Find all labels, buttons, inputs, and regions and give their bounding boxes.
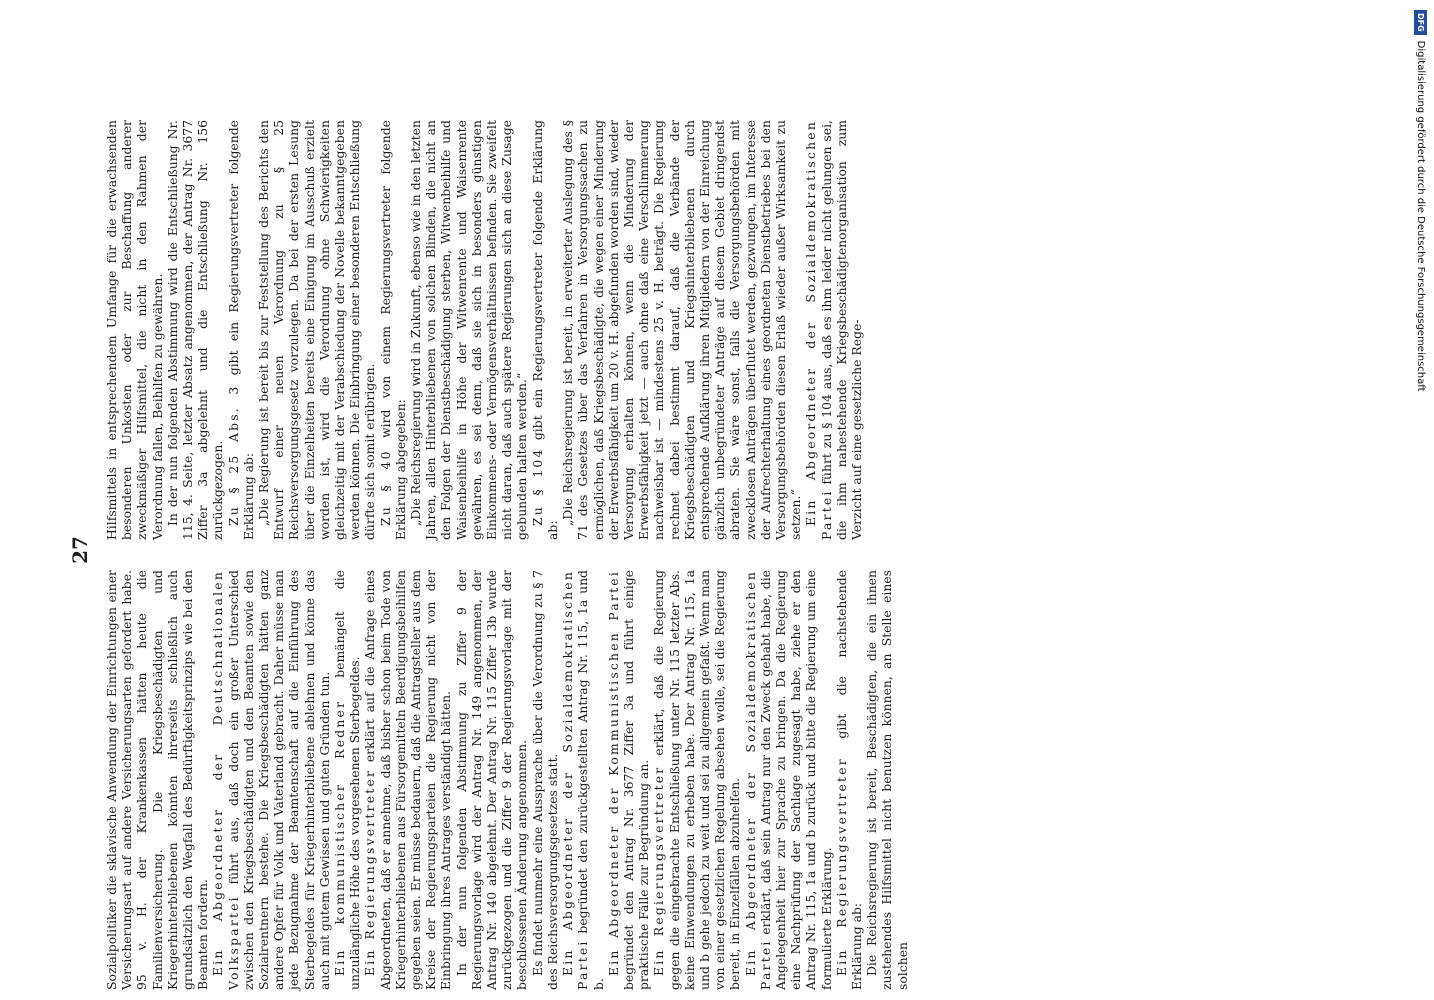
paragraph-text: erklärt, daß die Regierung gegen die eingebrachte Entschließung unter Nr. 115 letzter Abs. keine Einwendungen zu erheben habe. Der Antrag Nr. 115, 1a und b gehe jedoch zu weit und sei zu allgemein gefaßt. Wenn man von einer gesetzlichen Regelung absehen wolle, sei die Regierung bereit, in Einzelfällen abzuhelfen. xyxy=(651,570,743,990)
paragraph-text: erklärt auf die Anfrage eines Abgeordneten, daß er annehme, daß bisher schon beim Tode von Kriegerhinterbliebenen aus Fürsorgemitteln Beerdigungsbeihilfen gegeben seien. Er müsse bedauern, daß die Antragsteller aus dem Kreise der Regierungsparteien die Regierung nicht von der Einbringung ihres Antrages verständigt hätten. xyxy=(362,570,454,990)
paragraph-text: Sozialpolitiker die sklavische Anwendung der Einrichtungen einer Versicherungsart auf andere Versicherungsarten gefordert habe. 95 v. H. der Krankenkassen hätten heute die Familienversicherung. Die Kriegsbeschädigten und Kriegerhinterbliebenen könnten ihrerseits schließlich auch grundsätzlich den Wegfall des Bedürftigkeitsprinzips wie bei den Beamten fordern. xyxy=(104,570,211,990)
digitization-credit xyxy=(1412,10,1428,990)
paragraph xyxy=(560,570,606,990)
paragraph-text: gibt ein Regierungsvertreter folgende Erklärung ab: xyxy=(529,120,560,540)
paragraph xyxy=(226,120,256,540)
paragraph-lead: Ein Regierungsvertreter xyxy=(651,765,667,976)
paragraph-text: begründet den zurückgestellten Antrag Nr. 115, 1a und b. xyxy=(575,570,606,990)
paragraph-lead: Ein Regierungsvertreter xyxy=(833,757,849,976)
credit-text-line xyxy=(1412,10,1428,990)
paragraph-text: „Die Reichsregierung wird in Zukunft, ebenso wie in den letzten Jahren, allen Hinterbliebenen von solchen Blinden, die nicht an den Folgen der Dienstbeschädigung sterben, Witwenbeihilfe und Waisenbeihilfe in Höhe der Witwenrente und Waisenrente gewähren, es sei denn, daß sie sich in besonders günstigen Einkommens- oder Vermögensverhältnissen befinden. Sie zweifelt nicht daran, daß auch spätere Regierungen sich an diese Zusage gebunden halten werden.“ xyxy=(408,120,530,540)
paragraph-text: In der nun folgenden Abstimmung wird die Entschließung Nr. 115, 4. Seite, letzter Absatz angenommen, der Antrag Nr. 3677 Ziffer 3a abgelehnt und die Entschließung Nr. 156 zurückgezogen. xyxy=(164,120,226,540)
paragraph xyxy=(803,120,864,540)
paragraph-text: „Die Regierung ist bereit bis zur Feststellung des Berichts den Entwurf einer neuen Verordnung zu § 25 Reichsversorgungsgesetz vorzulegen. Da bei der ersten Lesung über die Einzelheiten bereits eine Einigung im Ausschuß erzielt worden ist, wird die Verordnung ohne Schwierigkeiten gleichzeitig mit der Verabschiedung der Novelle bekanntgegeben werden können. Die Einbringung einer besonderen Entschließung dürfte sich somit erübrigen. xyxy=(256,120,378,540)
paragraph-text: „Die Reichsregierung ist bereit, in erweiterter Auslegung des § 71 des Gesetzes über das Verfahren in Versorgungssachen zu ermöglichen, daß Kriegsbeschädigte, die wegen einer Minderung der Erwerbsfähigkeit um 20 v. H. abgefunden worden sind, wieder Versorgung erhalten können, wenn die Minderung der Erwerbsfähigkeit jetzt — auch ohne daß eine Verschlimmerung nachweisbar ist — mindestens 25 v. H. beträgt. Die Regierung rechnet dabei bestimmt darauf, daß die Verbände der Kriegsbeschädigten und Kriegshinterbliebenen durch entsprechende Aufklärung ihren Mitgliedern von der Einreichung gänzlich unbegründeter Anträge auf diesem Gebiet dringendst abraten. Sie wäre sonst, falls die Versorgungsbehörden mit zwecklosen Anträgen überflutet werden, gezwungen, im Interesse der Aufrechterhaltung eines geordneten Dienstbetriebes bei den Versorgungsbehörden diesen Erlaß wieder außer Wirksamkeit zu setzen.“ xyxy=(560,120,804,540)
right-column xyxy=(104,120,864,540)
paragraph xyxy=(256,120,378,540)
paragraph-text: führt zu § 104 aus, daß es ihm leider nicht gelungen sei, die ihm nahestehende Kriegsbeschädigtenorganisation zum Verzicht auf eine gesetzliche Rege- xyxy=(818,120,864,540)
paragraph-lead: Ein kommunistischer Redner xyxy=(332,699,348,976)
paragraph xyxy=(408,120,530,540)
paragraph xyxy=(210,570,332,990)
paragraph-lead: Ein Abgeordneter der Sozialdemokratischen Partei xyxy=(560,570,591,990)
paragraph xyxy=(606,570,652,990)
paragraph xyxy=(332,570,362,990)
paragraph-text: wird von einem Regierungsvertreter folgende Erklärung abgegeben: xyxy=(377,120,408,540)
paragraph xyxy=(104,570,210,990)
paragraph xyxy=(362,570,453,990)
paragraph xyxy=(104,120,165,540)
paragraph-lead: Ein Abgeordneter der Deutschnationalen Volkspartei xyxy=(210,570,241,990)
paragraph xyxy=(530,570,560,990)
dfg-logo: DFG xyxy=(1415,10,1428,35)
paragraph-lead: Zu § 104 xyxy=(529,447,545,526)
paragraph-text: erklärt, daß sein Antrag nur den Zweck gehabt habe, die Angelegenheit hier zur Sprache zu bringen. Da die Regierung eine Nachprüfung der Sachlage zugesagt habe, ziehe er den Antrag Nr. 115, 1a und b zurück und bitte die Regierung um eine formulierte Erklärung. xyxy=(757,570,834,990)
page-number: 27 xyxy=(68,536,92,564)
paragraph-text: Es findet nunmehr eine Aussprache über die Verordnung zu § 7 des Reichsversorgungsgesetzes statt. xyxy=(529,570,560,990)
paragraph-text: In der nun folgenden Abstimmung zu Ziffer 9 der Regierungsvorlage wird der Antrag Nr. 149 angenommen, der Antrag Nr. 140 abgelehnt. Der Antrag Nr. 115 Ziffer 13b wurde zurückgezogen und die Ziffer 9 der Regierungsvorlage mit der beschlossenen Änderung angenommen. xyxy=(453,570,530,990)
paragraph xyxy=(378,120,408,540)
paragraph xyxy=(864,570,910,990)
paragraph-text: gibt die nachstehende Erklärung ab: xyxy=(833,570,864,990)
paragraph-lead: Ein Regierungsvertreter xyxy=(362,768,378,976)
paragraph-text: bemängelt die unzulängliche Höhe des vorgesehenen Sterbegeldes. xyxy=(332,570,363,990)
paragraph-lead: Ein Abgeordneter der Sozialdemokratischen Partei xyxy=(742,570,773,990)
credit-text: Digitalisierung gefördert durch die Deutsche Forschungsgemeinschaft xyxy=(1415,40,1426,392)
paragraph xyxy=(165,120,226,540)
page-content xyxy=(60,100,1240,1000)
paragraph-text: Hilfsmittels in entsprechendem Umfange für die erwachsenden besonderen Unkosten oder zur Beschaffung anderer zweckmäßiger Hilfsmittel, die nicht in den Rahmen der Verordnung fallen, Beihilfen zu gewähren. xyxy=(104,120,165,540)
paragraph-lead: Ein Abgeordneter der Kommunistischen Partei xyxy=(605,570,621,976)
paragraph xyxy=(834,570,864,990)
paragraph xyxy=(454,570,530,990)
paragraph-lead: Zu § 40 xyxy=(377,449,393,526)
paragraph-text: Die Reichsregierung ist bereit, Beschädigten, die ein ihnen zustehendes Hilfsmittel nicht benutzen können, an Stelle eines solchen xyxy=(864,570,910,990)
paragraph-text: begründet den Antrag Nr. 3677 Ziffer 3a und führt einige praktische Fälle zur Begründung an. xyxy=(620,570,652,990)
left-column xyxy=(104,570,910,990)
paragraph-lead: Ein Abgeordneter der Sozialdemokratischen Partei xyxy=(803,120,834,540)
paragraph-lead: Zu § 25 Abs. 3 xyxy=(225,384,241,526)
paragraph-text: gibt ein Regierungsvertreter folgende Erklärung ab: xyxy=(225,120,256,540)
paragraph xyxy=(530,120,560,540)
paragraph-text: führt aus, daß doch ein großer Unterschied zwischen den Kriegsbeschädigten und den Beamten sowie den Sozialrentnern bestehe. Die Kriegsbeschädigten hätten ganz andere Opfer für Volk und Vaterland gebracht. Daher müsse man jede Bezugnahme der Beamtenschaft auf die Einführung des Sterbegeldes für Kriegerhinterbliebene ablehnen und könne das auch mit gutem Gewissen und guten Gründen tun. xyxy=(225,570,332,990)
paragraph xyxy=(743,570,834,990)
paragraph xyxy=(651,570,742,990)
paragraph xyxy=(560,120,803,540)
